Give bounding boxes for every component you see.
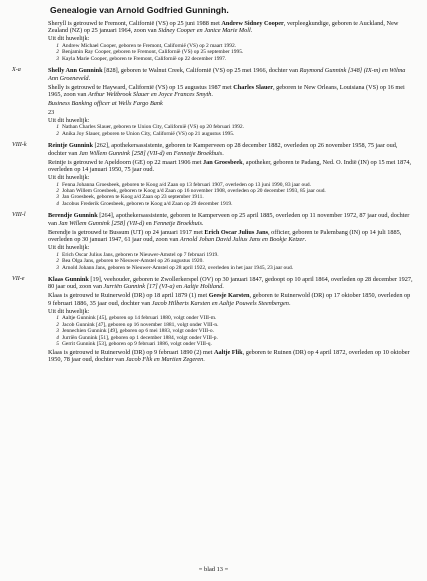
person-name: Jan Groesbeek bbox=[203, 158, 243, 166]
child-number: 2 bbox=[56, 321, 59, 328]
page-number: = blad 13 = bbox=[198, 566, 229, 573]
child-item bbox=[51, 341, 413, 347]
genealogy-entry bbox=[12, 67, 413, 137]
generation-code: VII-e bbox=[12, 276, 25, 282]
child-text: Benjamin Ray Cooper, geboren te Fremont, Californië (VS) op 25 september 1995. bbox=[62, 49, 244, 56]
italic-text: Arthur Weltbrook Slauer en Joyce Frances Smyth bbox=[87, 91, 212, 99]
person-name: Shelly Ann Gunnink bbox=[48, 67, 103, 75]
child-text: Andrew Michael Cooper, geboren te Fremont, Californië (VS) op 2 maart 1992. bbox=[62, 42, 237, 49]
text-run: [262], apothekersassistente, geboren te Kamperveen op 28 december 1882, overleden op 26 november 1958, 75 jaar oud, dochter van bbox=[48, 142, 398, 157]
entry-paragraph bbox=[48, 20, 413, 35]
text-run: . bbox=[211, 91, 213, 99]
text-run: . bbox=[222, 149, 224, 157]
entry-paragraph bbox=[48, 84, 413, 99]
person-name: Aaltje Flik bbox=[213, 349, 243, 357]
child-item bbox=[51, 131, 413, 137]
italic-text: Sidney Cooper en Janice Marie Moll bbox=[158, 27, 251, 35]
text-run: [828], geboren te Walnut Creek, Californië (VS) op 25 mei 1966, dochter van bbox=[102, 67, 300, 75]
italic-text: Jan Willem Gunnink [258] (VII-d) bbox=[58, 219, 145, 227]
child-text: Kayla Marie Cooper, geboren te Fremont, Californië op 22 december 1997. bbox=[62, 55, 227, 62]
child-number: 2 bbox=[56, 188, 59, 195]
child-number: 4 bbox=[56, 200, 59, 207]
page-header: Genealogie van Arnold Godfried Gunningh. bbox=[50, 5, 229, 15]
text-run: , verpleegkundige, geboren te Auckland, New Zealand (NZ) op 25 januari 1964, zoon van bbox=[48, 20, 399, 35]
entry-paragraph bbox=[48, 142, 413, 157]
text-run: [19], veehouder, geboren te Zwollerkerspel (OV) op 30 januari 1847, gedoopt op 10 april 1864, overleden op 28 december 1927, 80 jaar oud, zoon van bbox=[48, 276, 413, 291]
child-text: Jan Groesbeek, geboren te Koog a/d Zaan op 23 september 1911. bbox=[62, 194, 204, 201]
genealogy-entry bbox=[12, 142, 413, 207]
child-text: Nathan Charles Slauer, geboren te Union City, Californië (VS) op 20 februari 1992. bbox=[62, 124, 244, 131]
italic-text: Raymond Gunnink [348] (IX-m) en Wilma Ann Groeneveld bbox=[48, 67, 406, 82]
text-run: en bbox=[144, 219, 154, 227]
person-name: Erich Oscar Julius Jans bbox=[204, 228, 269, 236]
text-run: Berendje is getrouwd te Bussum (UT) op 24 januari 1917 met bbox=[48, 228, 205, 236]
text-run: [264], apothekersassistente, geboren te Kamperveen op 25 april 1885, overleden op 11 november 1972, 87 jaar oud, dochter van bbox=[48, 212, 410, 227]
child-text: Johan Willem Groesbeek, geboren te Koog a/d Zaan op 16 november 1908, overleden op 20 december 1993, 85 jaar oud. bbox=[62, 188, 326, 195]
generation-code: VIII-l bbox=[12, 212, 26, 219]
person-name: Reintje Gunnink bbox=[48, 142, 93, 150]
entry-paragraph bbox=[48, 67, 413, 82]
child-number: 2 bbox=[56, 258, 59, 265]
child-number: 1 bbox=[56, 315, 59, 322]
child-number: 2 bbox=[56, 130, 59, 137]
entry-paragraph bbox=[48, 276, 413, 291]
child-number: 3 bbox=[56, 194, 59, 201]
entry-paragraph bbox=[48, 349, 413, 364]
child-number: 4 bbox=[56, 334, 59, 341]
text-run: , geboren te New Orleans, Louisiana (VS) op 16 mei 1965, zoon van bbox=[48, 83, 405, 99]
entry-paragraph bbox=[48, 292, 413, 307]
entry-body bbox=[48, 212, 413, 271]
child-item bbox=[51, 56, 413, 62]
entry-body bbox=[48, 67, 413, 137]
person-name: Geesje Karsten bbox=[208, 292, 250, 300]
child-number: 1 bbox=[56, 124, 59, 131]
child-number: 1 bbox=[56, 42, 59, 49]
child-number: 3 bbox=[56, 264, 59, 271]
text-run: Shelly is getrouwd te Hayward, Californië (VS) op 15 augustus 1987 met bbox=[48, 83, 234, 91]
children-heading: Uit dit huwelijk: bbox=[48, 35, 90, 43]
italic-text: Aaltje Holtland bbox=[183, 283, 223, 291]
person-name: Charles Slauer bbox=[233, 83, 273, 91]
entry-body bbox=[48, 276, 413, 364]
italic-text: Business Banking officer at Wells Fargo Bank bbox=[48, 100, 163, 108]
entry-body bbox=[48, 20, 413, 62]
person-name: Andrew Sidney Cooper bbox=[221, 20, 284, 27]
text-run: . bbox=[288, 299, 291, 307]
generation-code: X-a bbox=[12, 67, 21, 74]
child-text: Anika Joy Slauer, geboren te Union City, Californië (VS) op 21 augustus 1995. bbox=[62, 130, 235, 137]
genealogy-entry bbox=[12, 276, 413, 364]
child-number: 5 bbox=[56, 341, 59, 348]
text-run: , officier, geboren te Palembang (IN) op 14 juli 1885, overleden op 30 januari 1947, 61 jaar oud, zoon van bbox=[48, 228, 402, 244]
child-text: Jurriën Gunnink [51], geboren op 1 december 1884, volgt onder VIII-p. bbox=[62, 334, 218, 341]
text-run: en bbox=[174, 283, 184, 291]
text-run: Klaas is getrouwd te Ruinerwold (DR) op 9 februari 1890 (2) met bbox=[48, 349, 214, 357]
genealogy-content bbox=[12, 20, 413, 364]
child-text: Gerrit Gunnink [53], geboren op 9 februari 1886, volgt onder VIII-q. bbox=[62, 341, 212, 348]
italic-text: Fennetje Broekhuis bbox=[153, 219, 202, 227]
child-number: 3 bbox=[56, 55, 59, 62]
entry-paragraph bbox=[48, 229, 413, 244]
child-text: Jacobus Frederik Groesbeek, geboren te Koog a/d Zaan op 29 december 1919. bbox=[62, 200, 233, 207]
italic-text: Jurriën Gunnink [17] (VI-a) bbox=[103, 283, 175, 291]
italic-text: Fennetje Broekhuis bbox=[173, 149, 223, 157]
text-run: . bbox=[88, 74, 91, 82]
person-name: Berendje Gunnink bbox=[48, 212, 98, 220]
text-run: . bbox=[222, 283, 224, 291]
text-run: , geboren te Ruinen (DR) op 4 april 1872, overleden op 10 oktober 1950, 78 jaar oud, dochter van bbox=[48, 349, 410, 364]
entry-paragraph bbox=[48, 100, 413, 107]
text-run: . bbox=[304, 236, 307, 244]
text-run: Sheryll is getrouwd te Fremont, Californië (VS) op 25 juni 1988 met bbox=[48, 20, 222, 27]
text-run: . bbox=[250, 27, 253, 35]
child-text: Jennechien Gunnink [49], geboren op 6 mei 1883, volgt onder VIII-o. bbox=[62, 328, 214, 335]
italic-text: Jacob Flik en Martien Zegeren bbox=[125, 356, 204, 364]
entry-body bbox=[48, 142, 413, 207]
child-text: Bea Olga Jans, geboren te Nieuwer-Amstel op 26 augustus 1920. bbox=[62, 258, 204, 265]
text-run: en bbox=[164, 149, 174, 157]
genealogy-entry bbox=[12, 212, 413, 271]
child-item bbox=[51, 201, 413, 207]
child-text: Erich Oscar Julius Jans, geboren te Nieuwer-Amstel op 7 februari 1919. bbox=[62, 251, 219, 258]
child-number: 1 bbox=[56, 181, 59, 188]
children-heading: Uit dit huwelijk: bbox=[48, 244, 90, 252]
italic-text: Jacob Hilberts Karsten en Aaltje Pouwels Steenbergen bbox=[151, 299, 289, 307]
text-run: , geboren te Ruinerwold (DR) op 17 oktober 1850, overleden op 9 februari 1886, 35 jaar oud, dochter van bbox=[48, 292, 411, 307]
child-number: 2 bbox=[56, 49, 59, 56]
entry-paragraph bbox=[48, 212, 413, 227]
text-run: 23 bbox=[48, 108, 55, 116]
children-heading: Uit dit huwelijk: bbox=[48, 116, 90, 124]
text-run: Klaas is getrouwd te Ruinerwold (DR) op 18 april 1879 (1) met bbox=[48, 292, 209, 300]
entry-paragraph bbox=[48, 159, 413, 174]
child-item bbox=[51, 265, 413, 271]
text-run: Reintje is getrouwd te Apeldoorn (GE) op 22 maart 1906 met bbox=[48, 158, 204, 166]
child-text: Arnold Johann Jans, geboren te Nieuwer-Amstel op 28 april 1922, overleden in het jaar 1945, 23 jaar oud. bbox=[62, 264, 294, 271]
text-run: . bbox=[203, 356, 205, 364]
entry-paragraph bbox=[48, 109, 413, 116]
child-text: Aaltje Gunnink [45], geboren op 14 februari 1880, volgt onder VIII-m. bbox=[62, 315, 217, 322]
children-heading: Uit dit huwelijk: bbox=[48, 307, 90, 315]
generation-code bbox=[12, 20, 48, 62]
text-run: , apotheker, geboren te Padang, Ned. O. Indië (IN) op 15 mei 1874, overleden op 14 januari 1950, 75 jaar oud. bbox=[48, 158, 412, 174]
italic-text: Arnold Johan David Julius Jans en Bookje Ketzer bbox=[179, 236, 305, 244]
child-text: Fenna Johanna Groesbeek, geboren te Koog a/d Zaan op 13 februari 1907, overleden op 13 juni 1990, 83 jaar oud. bbox=[62, 181, 311, 188]
child-number: 1 bbox=[56, 251, 59, 258]
person-name: Klaas Gunnink bbox=[48, 276, 89, 283]
genealogy-entry bbox=[12, 20, 413, 62]
text-run: . bbox=[201, 219, 204, 227]
child-text: Jacob Gunnink [47], geboren op 16 november 1881, volgt onder VIII-n. bbox=[62, 321, 219, 328]
children-heading: Uit dit huwelijk: bbox=[48, 174, 90, 182]
generation-code: VIII-k bbox=[12, 142, 27, 149]
italic-text: Jan Willem Gunnink [258] (VII-d) bbox=[78, 149, 165, 157]
child-number: 3 bbox=[56, 328, 59, 335]
